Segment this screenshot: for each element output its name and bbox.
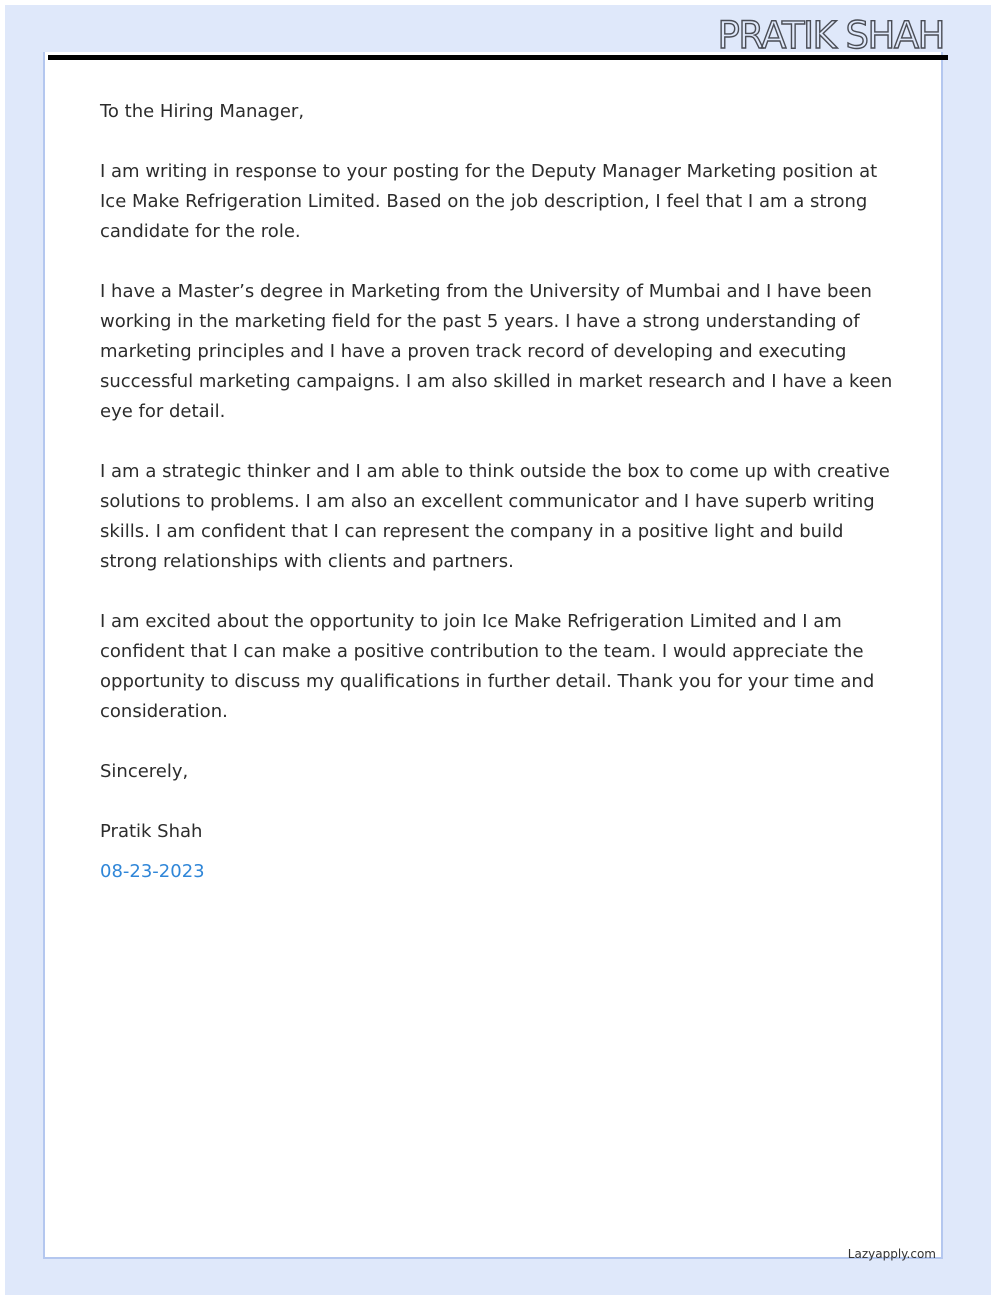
closing: Sincerely, bbox=[100, 761, 189, 782]
applicant-name-heading: PRATIK SHAH bbox=[717, 14, 944, 57]
paragraph-education: I have a Master’s degree in Marketing from the University of Mumbai and I have been working in the marketing field for the past 5 years. I have a strong understanding of marketing principles and I have a proven track record of developing and executing successful marketing campaigns. I am also skilled in market research and I have a keen eye for detail. bbox=[100, 281, 893, 422]
letter-body bbox=[100, 97, 900, 887]
salutation: To the Hiring Manager, bbox=[100, 101, 305, 122]
paragraph-intro: I am writing in response to your posting for the Deputy Manager Marketing position at Ice Make Refrigeration Limited. Based on the job description, I feel that I am a strong candidate for the role. bbox=[100, 161, 878, 242]
letter-date: 08-23-2023 bbox=[100, 861, 205, 882]
signer-name: Pratik Shah bbox=[100, 821, 203, 842]
paragraph-skills: I am a strategic thinker and I am able to think outside the box to come up with creative solutions to problems. I am also an excellent communicator and I have superb writing skills. I am confident that I can represent the company in a positive light and build strong relationships with clients and partners. bbox=[100, 461, 890, 572]
paragraph-closing: I am excited about the opportunity to join Ice Make Refrigeration Limited and I am confident that I can make a positive contribution to the team. I would appreciate the opportunity to discuss my qualifications in further detail. Thank you for your time and consideration. bbox=[100, 611, 875, 722]
watermark-text: Lazyapply.com bbox=[847, 1247, 936, 1261]
